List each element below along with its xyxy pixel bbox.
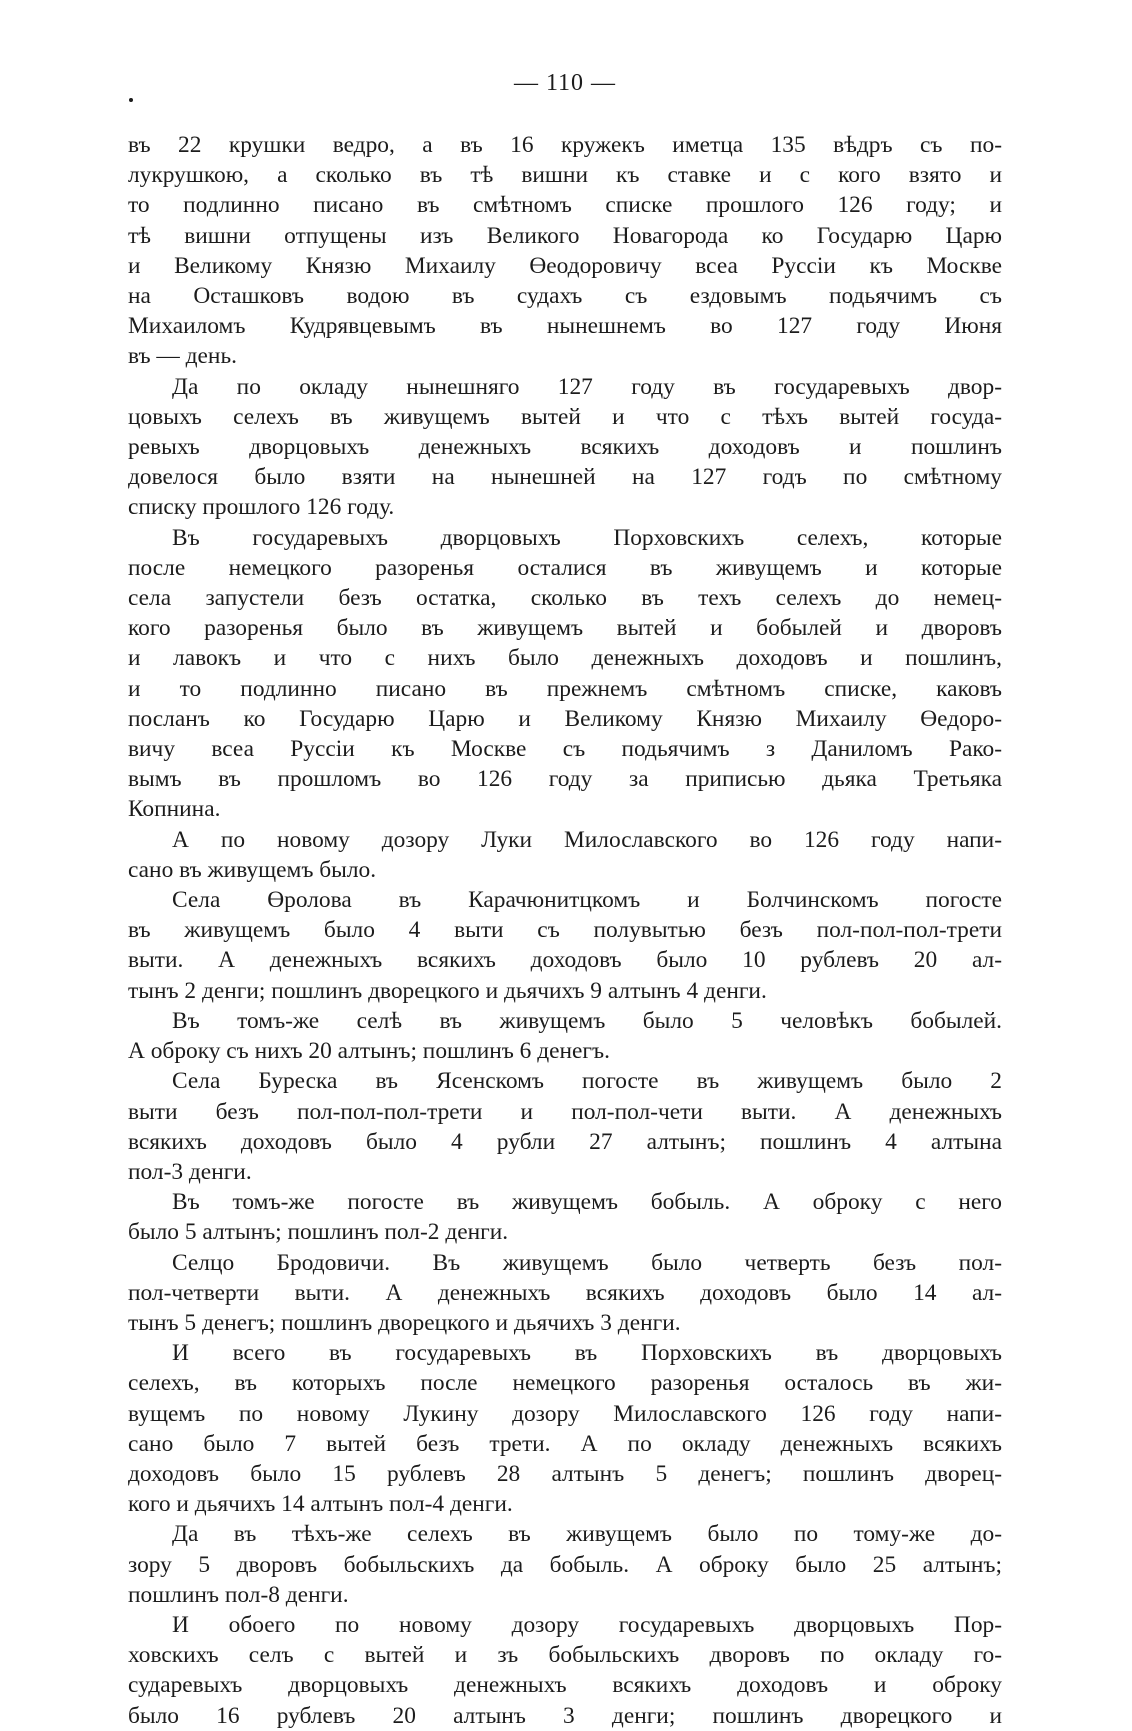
text-line: кого разоренья было въ живущемъ вытей и бобылей и дворовъ (128, 615, 1002, 642)
text-line: посланъ ко Государю Царю и Великому Князю Михаилу Өедоро- (128, 705, 1002, 732)
text-line: всякихъ доходовъ было 4 рубли 27 алтынъ; пошлинъ 4 алтына (128, 1128, 1002, 1155)
text-line: после немецкого разоренья осталися въ живущемъ и которые (128, 554, 1002, 581)
text-line: въ — день. (128, 343, 237, 370)
paragraph (128, 523, 1002, 825)
text-line: тынъ 2 денги; пошлинъ дворецкого и дьячихъ 9 алтынъ 4 денги. (128, 977, 767, 1004)
text-line: вущемъ по новому Лукину дозору Милославского 126 году напи- (128, 1400, 1002, 1427)
paragraph (128, 885, 1002, 1006)
text-line: Да по окладу нынешняго 127 году въ государевыхъ двор- (172, 373, 1002, 400)
text-line: Да въ тѣхъ-же селехъ въ живущемъ было по тому-же до- (172, 1521, 1002, 1548)
text-line: Въ государевыхъ дворцовыхъ Порховскихъ селехъ, которые (172, 524, 1002, 551)
text-line: то подлинно писано въ смѣтномъ списке прошлого 126 году; и (128, 192, 1002, 219)
paragraph (128, 1066, 1002, 1187)
text-line: было 5 алтынъ; пошлинъ пол-2 денги. (128, 1219, 509, 1246)
text-line: селехъ, въ которыхъ после немецкого разоренья осталось въ жи- (128, 1370, 1002, 1397)
text-line: списку прошлого 126 году. (128, 494, 395, 521)
text-line: А оброку съ нихъ 20 алтынъ; пошлинъ 6 денегъ. (128, 1038, 610, 1065)
text-line: на Осташковъ водою въ судахъ съ ездовымъ подьячимъ съ (128, 283, 1002, 310)
text-line: Въ томъ-же погосте въ живущемъ бобыль. А оброку с него (172, 1189, 1002, 1216)
text-line: вичу всеа Руссіи къ Москве съ подьячимъ з Даниломъ Рако- (128, 736, 1002, 763)
text-line: въ 22 крушки ведро, а въ 16 кружекъ иметца 135 вѣдръ съ по- (128, 132, 1002, 158)
paragraph (128, 1006, 1002, 1066)
text-line: и то подлинно писано въ прежнемъ смѣтномъ списке, каковъ (128, 675, 1002, 702)
text-line: села запустели безъ остатка, сколько въ техъ селехъ до немец- (128, 585, 1002, 612)
text-line: кого и дьячихъ 14 алтынъ пол-4 денги. (128, 1491, 513, 1518)
text-line: выти безъ пол-пол-пол-трети и пол-пол-чети выти. А денежныхъ (128, 1098, 1002, 1125)
text-line: сано было 7 вытей безъ трети. А по окладу денежныхъ всякихъ (128, 1430, 1002, 1457)
paragraph (128, 1248, 1002, 1339)
text-line: Копнина. (128, 796, 221, 823)
paragraph (128, 1519, 1002, 1610)
text-line: цовыхъ селехъ въ живущемъ вытей и что с тѣхъ вытей госуда- (128, 403, 1002, 430)
paragraph (128, 372, 1002, 523)
text-line: Села Буреска въ Ясенскомъ погосте въ живущемъ было 2 (172, 1068, 1002, 1095)
text-line: И всего въ государевыхъ въ Порховскихъ въ дворцовыхъ (172, 1340, 1002, 1367)
text-line: и Великому Князю Михаилу Өеодоровичу всеа Руссіи къ Москве (128, 252, 1002, 279)
text-line: Села Өролова въ Карачюнитцкомъ и Болчинскомъ погосте (172, 887, 1002, 914)
text-line: И обоего по новому дозору государевыхъ дворцовыхъ Пор- (172, 1611, 1002, 1638)
paragraph (128, 1187, 1002, 1247)
body-text (128, 130, 1002, 1731)
text-line: сано въ живущемъ было. (128, 856, 377, 883)
text-line: пол-3 денги. (128, 1158, 252, 1185)
text-line: тынъ 5 денегъ; пошлинъ дворецкого и дьячихъ 3 денги. (128, 1309, 681, 1336)
text-line: и лавокъ и что с нихъ было денежныхъ доходовъ и пошлинъ, (128, 645, 1002, 672)
text-line: Въ томъ-же селѣ въ живущемъ было 5 человѣкъ бобылей. (172, 1007, 1002, 1034)
text-line: зору 5 дворовъ бобыльскихъ да бобыль. А оброку было 25 алтынъ; (128, 1551, 1002, 1578)
text-line: доходовъ было 15 рублевъ 28 алтынъ 5 денегъ; пошлинъ дворец- (128, 1460, 1002, 1487)
text-line: ховскихъ селъ с вытей и зъ бобыльскихъ дворовъ по окладу го- (128, 1642, 1002, 1669)
text-line: довелося было взяти на нынешней на 127 годъ по смѣтному (128, 464, 1002, 491)
text-line: ревыхъ дворцовыхъ денежныхъ всякихъ доходовъ и пошлинъ (128, 434, 1002, 461)
paragraph (128, 130, 1002, 372)
text-line: сударевыхъ дворцовыхъ денежныхъ всякихъ доходовъ и оброку (128, 1672, 1002, 1699)
text-line: Селцо Бродовичи. Въ живущемъ было четверть безъ пол- (172, 1249, 1002, 1276)
text-line: Михаиломъ Кудрявцевымъ въ нынешнемъ во 127 году Июня (128, 313, 1002, 340)
text-line: пол-четверти выти. А денежныхъ всякихъ доходовъ было 14 ал- (128, 1279, 1002, 1306)
paragraph (128, 1610, 1002, 1731)
text-line: пошлинъ пол-8 денги. (128, 1581, 349, 1608)
page-number: — 110 — (513, 70, 617, 96)
text-line: было 16 рублевъ 20 алтынъ 3 денги; пошлинъ дворецкого и (128, 1702, 1002, 1729)
text-line: лукрушкою, а сколько въ тѣ вишни къ ставке и с кого взято и (128, 162, 1002, 189)
text-line: А по новому дозору Луки Милославского во 126 году напи- (172, 826, 1002, 853)
paragraph (128, 825, 1002, 885)
text-line: вымъ въ прошломъ во 126 году за приписью дьяка Третьяка (128, 766, 1002, 793)
print-speck (129, 98, 133, 102)
text-line: въ живущемъ было 4 выти съ полувытью безъ пол-пол-пол-трети (128, 917, 1002, 944)
text-line: выти. А денежныхъ всякихъ доходовъ было 10 рублевъ 20 ал- (128, 947, 1002, 974)
text-line: тѣ вишни отпущены изъ Великого Новагорода ко Государю Царю (128, 222, 1002, 249)
paragraph (128, 1338, 1002, 1519)
